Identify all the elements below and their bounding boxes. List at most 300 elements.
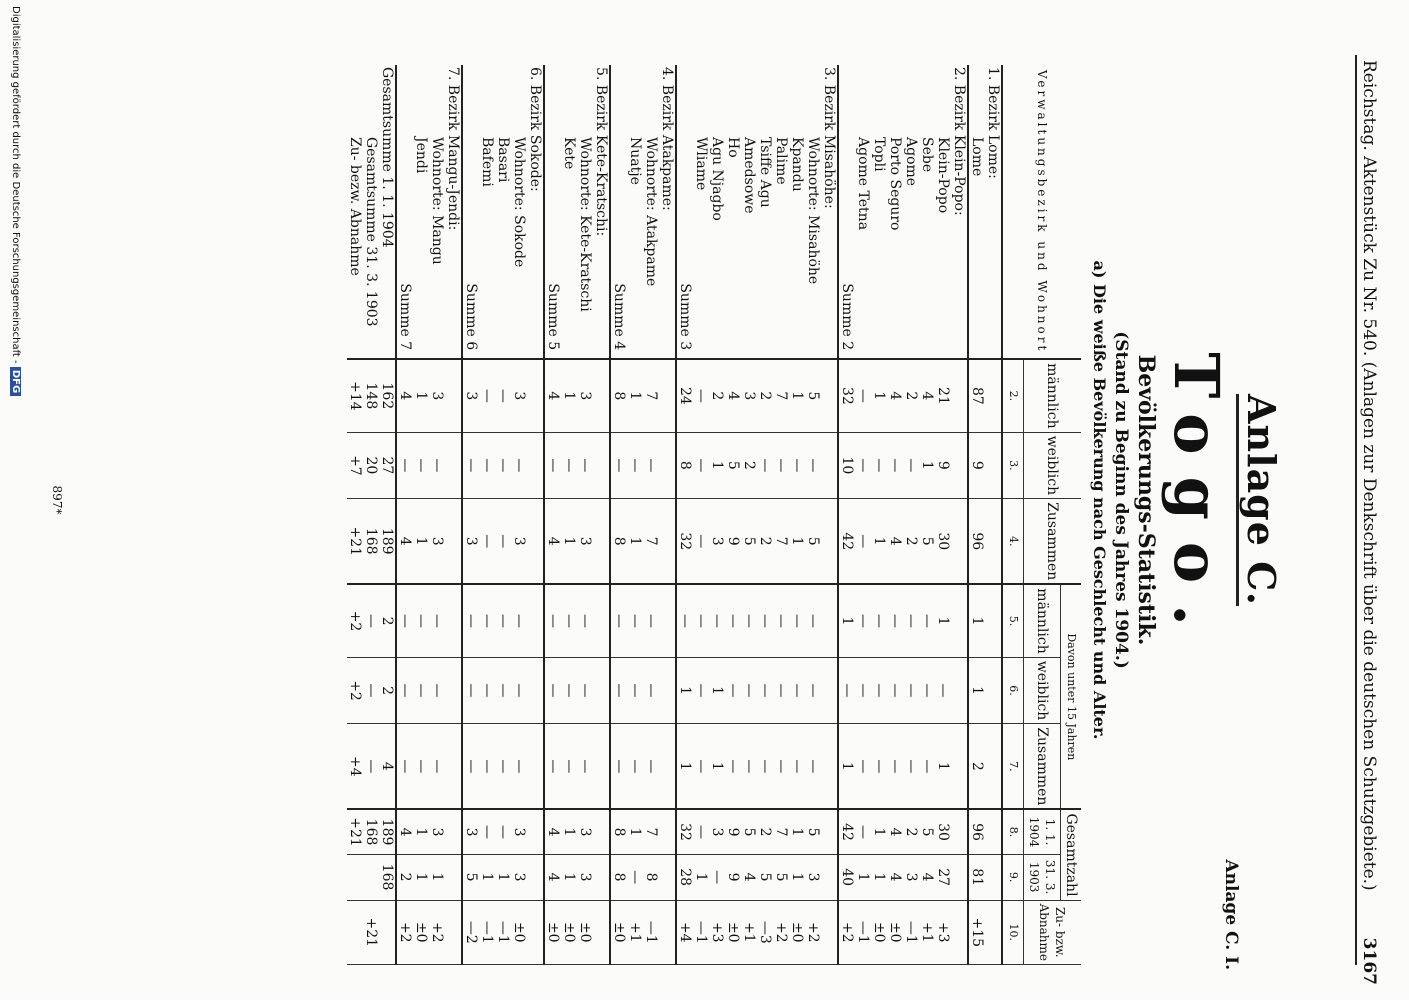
table-cell: — xyxy=(855,432,871,499)
dfg-text: Digitalisierung gefördert durch die Deutsche Forschungsgemeinschaft - xyxy=(10,6,21,364)
row-label: Summe 4 xyxy=(610,65,627,359)
table-cell: — xyxy=(805,584,821,657)
row-label: Wohnorte: Atakpame xyxy=(643,65,659,359)
page-number: 3167 xyxy=(1359,937,1379,985)
table-cell xyxy=(951,900,968,964)
table-cell: — xyxy=(396,432,413,499)
table-cell xyxy=(347,900,363,964)
table-cell: — xyxy=(855,584,871,657)
table-cell: +2 xyxy=(838,900,855,964)
table-cell: 3 xyxy=(429,359,445,432)
table-cell xyxy=(347,854,363,900)
table-cell: 3 xyxy=(462,809,479,854)
table-cell: 42 xyxy=(838,809,855,854)
col-head-male: männlich xyxy=(1024,359,1082,432)
table-row xyxy=(561,65,577,965)
table-cell: 1 xyxy=(871,499,887,585)
row-label: 7. Bezirk Mangu-Jendi: xyxy=(445,65,462,359)
table-cell: 9 xyxy=(725,499,741,585)
table-cell: — xyxy=(610,584,627,657)
table-cell xyxy=(659,584,676,657)
table-cell: — xyxy=(643,432,659,499)
table-cell: — xyxy=(643,584,659,657)
table-cell: 1 xyxy=(871,809,887,854)
table-cell: — xyxy=(610,724,627,810)
table-cell: 148 xyxy=(363,359,379,432)
table-cell: 96 xyxy=(968,499,985,585)
table-cell: — xyxy=(903,432,919,499)
running-header xyxy=(1359,60,1379,985)
table-cell: 4 xyxy=(919,359,935,432)
table-row xyxy=(676,65,693,965)
table-cell xyxy=(985,724,1002,810)
row-label: Wohnorte: Sokode xyxy=(511,65,527,359)
table-cell: 4 xyxy=(725,359,741,432)
table-row xyxy=(838,65,855,965)
table-cell xyxy=(821,584,838,657)
table-cell: — xyxy=(495,657,511,724)
table-cell: — xyxy=(887,657,903,724)
row-label: Gesamtsumme 31. 3. 1903 xyxy=(363,65,379,359)
table-cell: — xyxy=(871,584,887,657)
table-cell: 1 xyxy=(429,854,445,900)
row-label: Tsiffe Agu xyxy=(757,65,773,359)
row-label: Amedsowe xyxy=(741,65,757,359)
table-body xyxy=(347,65,1002,965)
table-cell: +21 xyxy=(347,809,363,854)
col-head-female: weiblich xyxy=(1024,432,1082,499)
table-cell xyxy=(527,900,544,964)
row-label: Wliame xyxy=(693,65,709,359)
table-cell: +2 xyxy=(347,584,363,657)
table-cell: — xyxy=(887,724,903,810)
table-cell xyxy=(527,854,544,900)
table-row xyxy=(821,65,838,965)
table-cell xyxy=(445,584,462,657)
table-row xyxy=(511,65,527,965)
table-cell: — xyxy=(479,584,495,657)
table-cell: — xyxy=(693,499,709,585)
row-label: Basari xyxy=(495,65,511,359)
table-cell xyxy=(659,359,676,432)
table-cell: ±0 xyxy=(725,900,741,964)
row-label: 6. Bezirk Sokode: xyxy=(527,65,544,359)
table-row xyxy=(462,65,479,965)
column-number: 10. xyxy=(1002,900,1024,964)
table-cell: — xyxy=(561,657,577,724)
table-cell: +4 xyxy=(676,900,693,964)
table-cell: — xyxy=(363,724,379,810)
table-cell: — xyxy=(887,584,903,657)
table-cell: ±0 xyxy=(413,900,429,964)
table-cell xyxy=(951,432,968,499)
table-cell: 1 xyxy=(413,809,429,854)
table-cell: — xyxy=(413,584,429,657)
table-cell: 2 xyxy=(379,657,396,724)
table-cell: 4 xyxy=(741,854,757,900)
table-cell: — xyxy=(479,657,495,724)
row-label: Sebe xyxy=(919,65,935,359)
table-cell: +21 xyxy=(363,900,379,964)
table-cell: 1 xyxy=(676,657,693,724)
table-cell: 1 xyxy=(627,359,643,432)
table-cell: +14 xyxy=(347,359,363,432)
table-cell: — xyxy=(396,657,413,724)
table-cell xyxy=(593,900,610,964)
table-cell xyxy=(527,657,544,724)
dfg-note xyxy=(10,0,21,1006)
table-cell xyxy=(951,657,968,724)
table-cell: 168 xyxy=(363,499,379,585)
table-cell xyxy=(593,499,610,585)
table-cell xyxy=(951,724,968,810)
table-cell: 1 xyxy=(789,854,805,900)
table-cell: — xyxy=(693,432,709,499)
table-cell: +2 xyxy=(773,900,789,964)
table-cell xyxy=(985,657,1002,724)
table-cell: +2 xyxy=(805,900,821,964)
table-cell: — xyxy=(773,584,789,657)
table-cell: 3 xyxy=(709,809,725,854)
table-cell: 3 xyxy=(511,809,527,854)
table-cell: 189 xyxy=(379,809,396,854)
row-label: Kete xyxy=(561,65,577,359)
table-cell: — xyxy=(396,724,413,810)
table-cell: — xyxy=(577,432,593,499)
table-row xyxy=(527,65,544,965)
table-cell xyxy=(445,900,462,964)
table-cell: 96 xyxy=(968,809,985,854)
table-cell: — xyxy=(495,499,511,585)
table-cell: — xyxy=(725,724,741,810)
table-cell: — xyxy=(627,657,643,724)
table-cell: — xyxy=(887,432,903,499)
table-cell: — xyxy=(511,657,527,724)
table-cell: — xyxy=(805,657,821,724)
table-cell: — xyxy=(462,584,479,657)
table-cell: — xyxy=(413,432,429,499)
table-cell: +1 xyxy=(919,900,935,964)
table-row xyxy=(935,65,951,965)
table-cell: 2 xyxy=(757,809,773,854)
table-row xyxy=(693,65,709,965)
table-cell: — xyxy=(561,432,577,499)
table-cell: 7 xyxy=(773,359,789,432)
table-cell: — xyxy=(544,432,561,499)
table-row xyxy=(805,65,821,965)
table-cell: —1 xyxy=(693,900,709,964)
table-cell: — xyxy=(757,724,773,810)
row-label: 1. Bezirk Lome: xyxy=(985,65,1002,359)
table-cell: — xyxy=(871,432,887,499)
dfg-logo: DFG xyxy=(10,367,21,396)
table-row xyxy=(789,65,805,965)
col-head-change: Zu- bzw. Abnahme xyxy=(1024,900,1082,964)
table-cell: — xyxy=(627,854,643,900)
table-cell: — xyxy=(757,584,773,657)
country-title: Togo. xyxy=(1160,352,1233,648)
table-cell xyxy=(593,584,610,657)
table-cell: 1 xyxy=(676,724,693,810)
table-cell: — xyxy=(789,724,805,810)
table-cell: 3 xyxy=(462,359,479,432)
table-row xyxy=(495,65,511,965)
table-cell: 1 xyxy=(871,854,887,900)
row-label: Topli xyxy=(871,65,887,359)
table-cell xyxy=(821,499,838,585)
table-cell: +2 xyxy=(396,900,413,964)
table-cell xyxy=(527,499,544,585)
table-cell: +3 xyxy=(709,900,725,964)
table-cell: — xyxy=(805,432,821,499)
table-cell: 7 xyxy=(643,809,659,854)
table-cell: — xyxy=(413,657,429,724)
table-cell: 5 xyxy=(741,499,757,585)
table-cell: — xyxy=(903,657,919,724)
table-cell: — xyxy=(544,584,561,657)
table-cell: —1 xyxy=(903,900,919,964)
col-head-gesamt: Gesamtzahl xyxy=(1061,809,1082,900)
row-label: Kpandu xyxy=(789,65,805,359)
table-cell: 1 xyxy=(838,724,855,810)
table-row xyxy=(445,65,462,965)
table-cell: — xyxy=(693,584,709,657)
column-number: 2. xyxy=(1002,359,1024,432)
table-cell: — xyxy=(577,657,593,724)
table-row xyxy=(347,65,363,965)
row-label: Gesamtsumme 1. 1. 1904 xyxy=(379,65,396,359)
table-cell: 32 xyxy=(676,499,693,585)
table-cell: 1 xyxy=(855,854,871,900)
col-head-district: Verwaltungsbezirk und Wohnort xyxy=(1002,65,1081,359)
table-row xyxy=(396,65,413,965)
table-row xyxy=(773,65,789,965)
table-cell: 8 xyxy=(610,809,627,854)
column-number: 3. xyxy=(1002,432,1024,499)
table-row xyxy=(757,65,773,965)
table-cell: ±0 xyxy=(871,900,887,964)
table-row xyxy=(627,65,643,965)
table-cell: 1 xyxy=(935,584,951,657)
table-cell xyxy=(659,900,676,964)
table-cell: 42 xyxy=(838,499,855,585)
table-row xyxy=(871,65,887,965)
col-head-total: Zusammen xyxy=(1024,499,1082,585)
table-cell xyxy=(445,499,462,585)
row-label: Wohnorte: Mangu xyxy=(429,65,445,359)
table-cell xyxy=(593,657,610,724)
row-label: Klein-Popo xyxy=(935,65,951,359)
table-cell xyxy=(445,359,462,432)
table-cell: 3 xyxy=(709,499,725,585)
table-cell: 162 xyxy=(379,359,396,432)
table-cell: — xyxy=(773,657,789,724)
table-cell: 2 xyxy=(757,359,773,432)
table-cell: 1 xyxy=(561,854,577,900)
table-cell: 1 xyxy=(871,359,887,432)
table-cell: — xyxy=(693,657,709,724)
table-cell: 5 xyxy=(757,854,773,900)
table-cell: — xyxy=(919,724,935,810)
page-mark: 897* xyxy=(50,485,64,515)
table-cell: 3 xyxy=(462,499,479,585)
table-cell: 8 xyxy=(676,432,693,499)
table-cell: — xyxy=(511,724,527,810)
table-cell: — xyxy=(462,657,479,724)
table-cell: 1 xyxy=(709,432,725,499)
table-cell: 81 xyxy=(968,854,985,900)
table-cell: 27 xyxy=(935,854,951,900)
table-cell: 2 xyxy=(741,432,757,499)
table-cell xyxy=(445,809,462,854)
table-cell: 168 xyxy=(363,809,379,854)
table-cell xyxy=(659,657,676,724)
table-cell: 2 xyxy=(757,499,773,585)
table-cell: 4 xyxy=(544,809,561,854)
table-cell: 3 xyxy=(805,854,821,900)
table-row xyxy=(593,65,610,965)
table-cell: +7 xyxy=(347,432,363,499)
table-cell: — xyxy=(627,432,643,499)
table-row xyxy=(479,65,495,965)
table-cell: 4 xyxy=(887,854,903,900)
table-cell xyxy=(593,359,610,432)
running-title: Reichstag. Aktenstück Zu Nr. 540. (Anlagen zur Denkschrift über die deutschen Schutzgebiete.) xyxy=(1359,60,1379,891)
table-cell: ±0 xyxy=(789,900,805,964)
row-label: Jendi xyxy=(413,65,429,359)
table-cell: 1 xyxy=(693,854,709,900)
table-cell xyxy=(593,432,610,499)
table-cell: 5 xyxy=(805,499,821,585)
table-cell: +1 xyxy=(741,900,757,964)
row-label: Summe 6 xyxy=(462,65,479,359)
table-cell: 1 xyxy=(627,809,643,854)
table-cell: 1 xyxy=(495,854,511,900)
table-row xyxy=(577,65,593,965)
table-cell xyxy=(985,499,1002,585)
table-cell: 4 xyxy=(887,359,903,432)
table-cell: — xyxy=(429,432,445,499)
table-cell: 4 xyxy=(544,854,561,900)
table-cell: — xyxy=(479,809,495,854)
table-cell: 2 xyxy=(903,359,919,432)
table-row xyxy=(429,65,445,965)
table-cell: — xyxy=(627,584,643,657)
table-cell: 87 xyxy=(968,359,985,432)
table-cell xyxy=(363,854,379,900)
table-cell: — xyxy=(429,584,445,657)
table-cell: — xyxy=(789,657,805,724)
table-cell: 4 xyxy=(396,499,413,585)
table-cell: — xyxy=(789,584,805,657)
table-cell: 5 xyxy=(919,809,935,854)
table-cell: 1 xyxy=(561,359,577,432)
table-cell xyxy=(821,854,838,900)
table-cell: 3 xyxy=(511,854,527,900)
table-cell: 1 xyxy=(789,499,805,585)
table-cell xyxy=(821,657,838,724)
table-cell: +3 xyxy=(935,900,951,964)
table-cell xyxy=(659,499,676,585)
table-cell: — xyxy=(919,657,935,724)
table-cell: 4 xyxy=(887,809,903,854)
column-number: 8. xyxy=(1002,809,1024,854)
table-cell: — xyxy=(396,584,413,657)
table-cell: 3 xyxy=(577,359,593,432)
table-cell: — xyxy=(709,854,725,900)
table-cell: — xyxy=(479,499,495,585)
table-cell xyxy=(527,724,544,810)
col-head-1903: 31. 3. 1903 xyxy=(1024,854,1061,900)
table-cell: — xyxy=(363,657,379,724)
row-label: 4. Bezirk Atakpame: xyxy=(659,65,676,359)
table-cell: — xyxy=(495,809,511,854)
table-cell: — xyxy=(805,724,821,810)
table-cell: 30 xyxy=(935,809,951,854)
row-label: Wohnorte: Kete-Kratschi xyxy=(577,65,593,359)
table-cell: — xyxy=(919,584,935,657)
table-cell xyxy=(659,724,676,810)
table-row xyxy=(659,65,676,965)
table-cell: — xyxy=(789,432,805,499)
header-rule xyxy=(1355,55,1357,965)
table-cell xyxy=(527,809,544,854)
table-cell: 3 xyxy=(577,809,593,854)
subsection-title: a) Die weiße Bevölkerung nach Geschlecht und Alter. xyxy=(1090,260,1109,740)
row-label: Ho xyxy=(725,65,741,359)
row-label: Lome xyxy=(968,65,985,359)
table-cell: 189 xyxy=(379,499,396,585)
table-row xyxy=(363,65,379,965)
row-label: Summe 5 xyxy=(544,65,561,359)
table-cell: — xyxy=(643,657,659,724)
table-cell xyxy=(659,432,676,499)
table-cell: 9 xyxy=(725,809,741,854)
table-cell: — xyxy=(741,584,757,657)
table-cell: — xyxy=(495,584,511,657)
table-cell xyxy=(821,432,838,499)
table-cell: 8 xyxy=(610,499,627,585)
table-cell: —1 xyxy=(495,900,511,964)
table-cell: 5 xyxy=(919,499,935,585)
table-cell: — xyxy=(871,724,887,810)
table-cell: 4 xyxy=(887,499,903,585)
table-cell xyxy=(527,432,544,499)
column-number: 7. xyxy=(1002,724,1024,810)
table-cell xyxy=(821,809,838,854)
col-head-under15: Davon unter 15 Jahren xyxy=(1061,584,1082,809)
table-row xyxy=(985,65,1002,965)
table-cell: 1 xyxy=(919,432,935,499)
table-cell: — xyxy=(757,657,773,724)
table-cell: ±0 xyxy=(610,900,627,964)
table-cell: 4 xyxy=(396,809,413,854)
row-label: Summe 3 xyxy=(676,65,693,359)
table-cell: — xyxy=(773,432,789,499)
table-cell: — xyxy=(610,432,627,499)
table-cell: 32 xyxy=(676,809,693,854)
table-cell: 8 xyxy=(610,359,627,432)
table-row xyxy=(903,65,919,965)
table-cell xyxy=(821,359,838,432)
table-cell: 8 xyxy=(643,854,659,900)
table-cell xyxy=(659,809,676,854)
table-cell: 3 xyxy=(903,854,919,900)
table-row xyxy=(709,65,725,965)
row-label: 3. Bezirk Misahöhe: xyxy=(821,65,838,359)
table-cell: 9 xyxy=(968,432,985,499)
column-number: 9. xyxy=(1002,854,1024,900)
